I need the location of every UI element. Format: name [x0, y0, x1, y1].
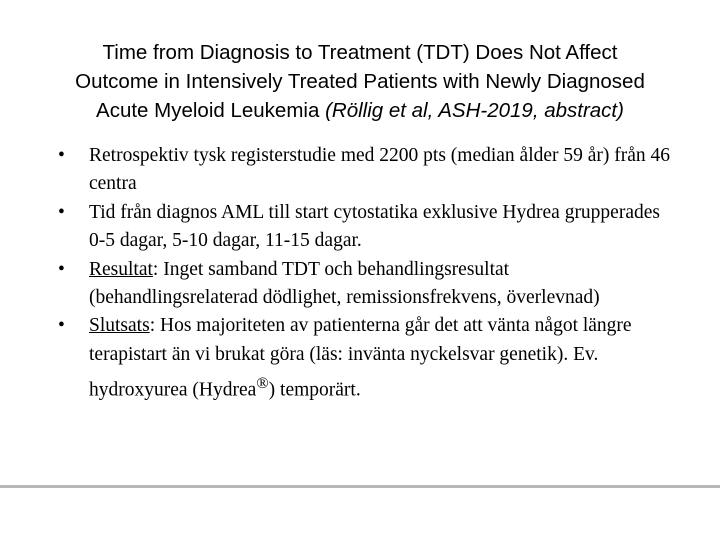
bottom-divider — [0, 485, 720, 488]
title-citation: (Röllig et al, ASH-2019, abstract) — [325, 99, 624, 122]
bullet-text: : Inget samband TDT och behandlingsresultat (behandlingsrelaterad dödlighet, remissionsfrekvens, överlevnad) — [89, 258, 600, 309]
title-line-3 — [20, 96, 700, 125]
registered-mark: ® — [256, 374, 269, 393]
slide-title — [20, 38, 700, 125]
bullet-item-study — [58, 142, 678, 199]
bullet-symbol: • — [58, 258, 65, 280]
bullet-item-time — [58, 199, 678, 256]
bullet-symbol: • — [58, 145, 65, 166]
bullet-text: Retrospektiv tysk registerstudie med 2200 pts (median ålder 59 år) från 46 centra — [89, 145, 671, 195]
title-line-2: Outcome in Intensively Treated Patients with Newly Diagnosed — [75, 70, 645, 93]
bullet-list — [58, 142, 678, 405]
result-label: Resultat — [89, 258, 153, 280]
bullet-item-conclusion — [58, 312, 678, 405]
bullet-text-end: ) temporärt. — [268, 379, 361, 401]
bullet-symbol: • — [58, 201, 65, 223]
bullet-symbol: • — [58, 315, 65, 337]
title-line-3-main: Acute Myeloid Leukemia — [96, 99, 326, 122]
title-line-1: Time from Diagnosis to Treatment (TDT) Does Not Affect — [102, 41, 618, 64]
conclusion-label: Slutsats — [89, 315, 150, 337]
bullet-item-result — [58, 256, 678, 313]
bullet-text: Tid från diagnos AML till start cytostatika exklusive Hydrea grupperades 0-5 dagar, 5-10 dagar, 11-15 dagar. — [89, 201, 660, 252]
bullet-text: : Hos majoriteten av patienterna går det att vänta något längre terapistart än vi brukat göra (läs: invänta nyckelsvar genetik). Ev. hydroxyurea (Hydrea — [89, 315, 632, 401]
